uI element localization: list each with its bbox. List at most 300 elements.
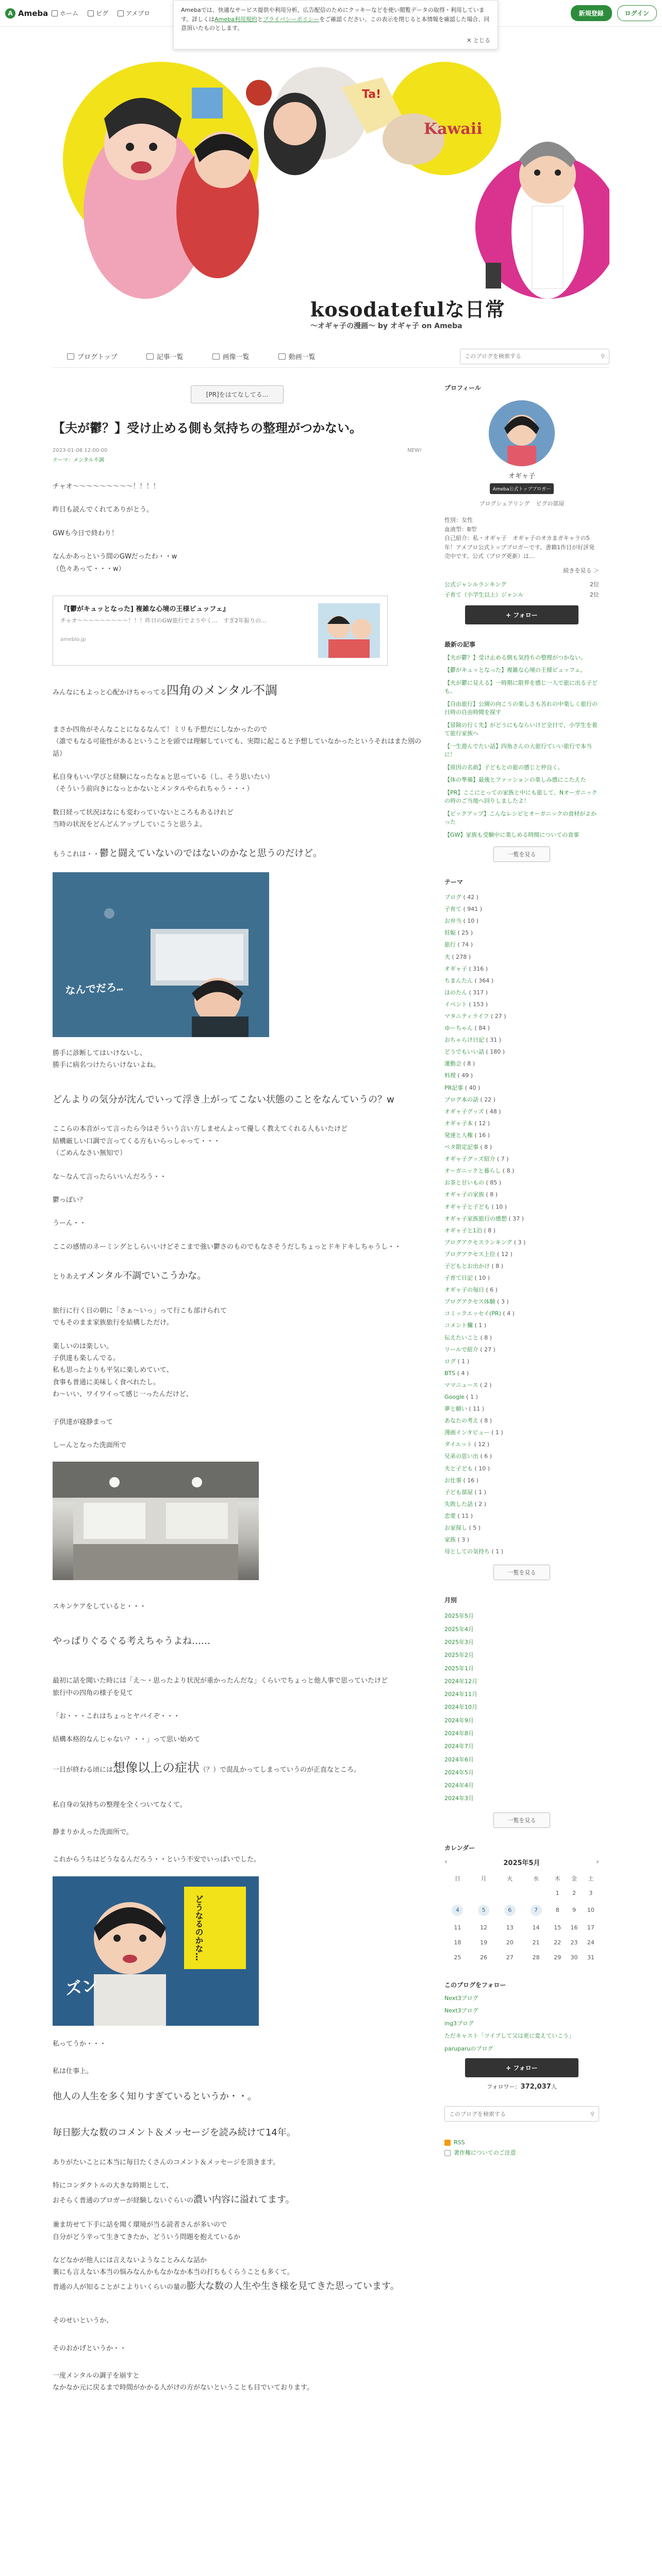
theme-count: ( 1 ): [473, 1322, 487, 1329]
nav-ameblo[interactable]: [118, 9, 150, 18]
theme-link[interactable]: [444, 1498, 599, 1510]
theme-name: お弁当: [444, 918, 461, 925]
recent-list: [444, 654, 599, 840]
theme-link[interactable]: [444, 1082, 599, 1094]
themes-section: [444, 877, 599, 1580]
theme-count: ( 31 ): [484, 1037, 502, 1044]
rss-link[interactable]: [444, 2137, 599, 2148]
follow-button[interactable]: + フォロー: [465, 605, 578, 624]
calendar-day: [471, 1886, 497, 1901]
theme-link[interactable]: [444, 1058, 599, 1070]
profile-bloodtype: 血液型：B型: [444, 526, 477, 533]
theme-link[interactable]: [444, 1522, 599, 1534]
theme-name: コミックエッセイ(PR): [444, 1310, 501, 1317]
archive-month-link[interactable]: 2025年1月: [444, 1665, 474, 1672]
theme-name: 妊娠: [444, 929, 456, 937]
menu-videos[interactable]: [264, 351, 330, 361]
theme-link[interactable]: [444, 1177, 599, 1189]
theme-count: ( 40 ): [463, 1084, 481, 1091]
paragraph: 裏にも言えない本当の悩みなんかもなかなか本当の打ちもくらうことも多くて。: [53, 2268, 294, 2277]
copyright-notice-label: 著作権についてのご注意: [454, 2149, 516, 2157]
emphasis-text: 四角のメンタル不調: [167, 683, 278, 698]
emphasis-text: 濃い内容に溢れてます。: [193, 2194, 295, 2205]
lead-paragraph: 他人の人生を多く知りすぎているというか・・。: [53, 2091, 257, 2102]
card-title: 『[鬱がキュッとなった] 複雑な心境の王様ピュッフェ』: [60, 605, 229, 613]
calendar-day[interactable]: [444, 1901, 471, 1920]
calendar-day-number: 2: [572, 1889, 576, 1896]
theme-name: 夢と願い: [444, 1405, 467, 1413]
calendar-day: [549, 1886, 566, 1901]
pr-button[interactable]: [PR]をはてなしてる...: [191, 385, 284, 403]
paragraph: うーん・・: [53, 1219, 87, 1228]
calendar-week: [444, 1950, 599, 1965]
nav-home[interactable]: [52, 9, 78, 18]
entry-theme-prefix: テーマ：: [53, 457, 73, 463]
paragraph: 数日経って状況はなにも変わっていないところもあるけれど: [53, 808, 234, 817]
paragraph: [53, 2279, 422, 2295]
theme-link[interactable]: [444, 1438, 599, 1450]
video-icon: [278, 353, 286, 360]
blog-search-input[interactable]: [465, 353, 601, 360]
calendar-week: [444, 1920, 599, 1935]
theme-name: お仕事: [444, 1477, 461, 1484]
theme-count: ( 364 ): [473, 977, 494, 984]
copyright-notice-link[interactable]: [444, 2148, 599, 2157]
recent-entry-link[interactable]: 【夫が鬱？】受け止める側も気持ちの整理がつかない。: [444, 654, 586, 661]
theme-link[interactable]: [444, 1510, 599, 1522]
theme-link[interactable]: [444, 1248, 599, 1260]
calendar-section: [444, 1843, 599, 1965]
theme-count: ( 278 ): [450, 953, 471, 960]
archive-month-link[interactable]: 2024年12月: [444, 1677, 477, 1685]
recent-entry-link[interactable]: 【原因の名前】子どもとの旅の感じと仲良く。: [444, 764, 564, 771]
theme-link[interactable]: [444, 1141, 599, 1153]
calendar-day-number: 31: [587, 1954, 594, 1961]
theme-count: ( 8 ): [501, 1167, 515, 1175]
theme-link[interactable]: [444, 1546, 599, 1557]
theme-link[interactable]: [444, 1034, 599, 1046]
theme-name: お家探し: [444, 1524, 467, 1532]
theme-name: 伝えたいこと: [444, 1334, 478, 1341]
recent-entry-link[interactable]: 【鬱がキュッとなった】複雑な心境の王様ピュッフェ。: [444, 667, 586, 674]
theme-link[interactable]: [444, 987, 599, 998]
paragraph: ここの感情のネーミングとしらいいけどそこまで強い鬱さのものでもなさそうだしちょっとドキドキしちゃうし・・: [53, 1243, 402, 1251]
theme-link[interactable]: [444, 1153, 599, 1165]
theme-link[interactable]: [444, 1450, 599, 1462]
archive-month-link[interactable]: 2025年3月: [444, 1638, 474, 1646]
paragraph: これからうちはどうなるんだろう・・という不安でいっぱいでした。: [53, 1856, 261, 1864]
comic-panel: [53, 872, 269, 1037]
recent-more-button[interactable]: 一覧を見る: [493, 846, 550, 862]
calendar-day: [444, 1886, 471, 1901]
blog-subtitle: 〜オギャ子の漫画〜 by オギャ子 on Ameba: [310, 322, 462, 330]
calendar-day-number: 11: [454, 1924, 461, 1931]
theme-link[interactable]: [444, 1296, 599, 1308]
theme-name: BTS: [444, 1369, 456, 1377]
linked-entry-card[interactable]: [53, 596, 388, 666]
archive-month-link[interactable]: 2024年10月: [444, 1704, 477, 1711]
theme-link[interactable]: [444, 927, 599, 939]
theme-link[interactable]: [444, 1094, 599, 1106]
recent-entry-link[interactable]: 【PR】ここにとっての家族と中にも旅して、Nオーガニックの時のご当地へ回りしましたよ！: [444, 789, 598, 805]
theme-count: ( 85 ): [484, 1179, 502, 1187]
theme-name: オギャ子本: [444, 1120, 473, 1127]
theme-link[interactable]: [444, 903, 599, 915]
entry-meta: [53, 448, 422, 463]
theme-count: ( 10 ): [490, 1203, 507, 1210]
weekday-label: 火: [507, 1875, 513, 1882]
theme-name: 旅行: [444, 941, 456, 948]
theme-link[interactable]: [444, 1308, 599, 1319]
theme-link[interactable]: [444, 1391, 599, 1403]
theme-name: ブログアクセス体験: [444, 1298, 495, 1306]
paragraph: 旅行に行く日の朝に「さぁ〜いっ」って行こも部けられて: [53, 1307, 227, 1315]
theme-count: ( 42 ): [461, 894, 479, 901]
terms-link[interactable]: Ameba利用規約: [214, 15, 257, 23]
theme-link[interactable]: [444, 951, 599, 963]
paragraph: [53, 1757, 422, 1778]
theme-count: ( 11 ): [467, 1405, 485, 1413]
menu-images-label: 画像一覧: [222, 353, 250, 361]
paragraph: なかなか元に戻るまで時間がかかる人がけの方がないということも目でいております。: [53, 2384, 313, 2392]
login-button[interactable]: ログイン: [617, 5, 657, 21]
theme-name: 料理: [444, 1072, 456, 1079]
search-icon[interactable]: ⚲: [590, 2110, 594, 2117]
calendar-day-number: 27: [506, 1954, 514, 1961]
photo-scene: [53, 1462, 259, 1580]
lead-paragraph: やっぱりぐるぐる考えちゃうよね……: [53, 1635, 210, 1647]
comic-speech: どうなるのかな…: [194, 1894, 204, 1961]
lead-paragraph: 毎日膨大な数のコメント＆メッセージを読み続けて14年。: [53, 2127, 296, 2139]
theme-count: ( 1 ): [456, 1358, 470, 1365]
followed-blog-link[interactable]: ing3ブログ: [444, 2020, 474, 2027]
theme-count: ( 4 ): [501, 1310, 515, 1317]
archive-month-link[interactable]: 2024年5月: [444, 1769, 474, 1776]
menu-entries[interactable]: [132, 351, 198, 361]
calendar-day: [583, 1950, 599, 1965]
calendar-week: [444, 1901, 599, 1920]
calendar-header: [444, 1857, 599, 1867]
theme-link[interactable]: [444, 998, 599, 1010]
notice-text-after: をご確認ください。この表示を閉じると本情報を確認した場合、同意頂いたものとします。: [181, 15, 490, 32]
menu-videos-label: 動画一覧: [288, 353, 316, 361]
theme-count: ( 3 ): [495, 1298, 509, 1306]
ranking-value: 2位: [590, 581, 599, 588]
archive-month-link[interactable]: 2024年11月: [444, 1691, 477, 1698]
ameba-logo[interactable]: [5, 8, 52, 19]
theme-count: ( 49 ): [456, 1072, 473, 1079]
theme-count: ( 6 ): [478, 1453, 492, 1460]
archive-month-link[interactable]: 2025年4月: [444, 1625, 474, 1633]
theme-link[interactable]: [444, 1403, 599, 1415]
comic-panel: [53, 1876, 259, 2026]
theme-count: ( 8 ): [461, 1060, 475, 1067]
ranking-row[interactable]: [444, 590, 599, 600]
theme-link[interactable]: [444, 891, 599, 903]
theme-name: ゆーちゃん: [444, 1025, 473, 1032]
theme-link[interactable]: [444, 1475, 599, 1486]
recent-entry-link[interactable]: 【GW】家族も受験中に楽しめる時間についての食事: [444, 831, 580, 838]
theme-link[interactable]: [444, 1284, 599, 1296]
calendar-day: [583, 1901, 599, 1920]
calendar-table: [444, 1871, 599, 1965]
follow-button-bottom[interactable]: + フォロー: [465, 2058, 578, 2077]
next-month-icon[interactable]: ›: [596, 1858, 599, 1867]
blog-title[interactable]: kosodatefulな日常: [310, 298, 505, 321]
theme-link[interactable]: [444, 1070, 599, 1081]
pigg-icon: [88, 10, 94, 16]
theme-link[interactable]: [444, 1213, 599, 1225]
paragraph: [53, 1268, 422, 1284]
theme-link[interactable]: [444, 1225, 599, 1236]
logo-text: Ameba: [18, 8, 48, 18]
menu-entries-label: 記事一覧: [156, 353, 184, 361]
theme-link[interactable]: [444, 1367, 599, 1379]
calendar-day-number: 19: [480, 1939, 488, 1946]
nav-pigg[interactable]: [88, 9, 108, 18]
theme-count: ( 11 ): [456, 1512, 473, 1519]
recent-entry-link[interactable]: 【ピックアップ】こんなレシピとオーガニックの食材がよかった: [444, 810, 597, 826]
theme-count: ( 3 ): [512, 1239, 526, 1246]
paragraph: （そういう前向きになっとかないとメンタルやられちゃう・・・）: [53, 785, 254, 793]
profile-more-link[interactable]: 続きを見る ＞: [563, 567, 599, 574]
theme-link[interactable]: [444, 939, 599, 951]
theme-link[interactable]: [444, 1010, 599, 1022]
paragraph: [53, 680, 422, 701]
archive-month-link[interactable]: 2025年5月: [444, 1613, 474, 1620]
archive-heading: 月別: [444, 1597, 457, 1604]
theme-count: ( 12 ): [495, 1250, 512, 1258]
entry-theme-name: メンタル不調: [73, 457, 104, 463]
archive-month-link[interactable]: 2025年2月: [444, 1652, 474, 1659]
theme-link[interactable]: [444, 1344, 599, 1355]
theme-link[interactable]: [444, 1415, 599, 1427]
nav-pigg-label: ピグ: [96, 10, 109, 17]
emphasis-text: 膨大な数の人生や生き様を見てきた思っています。: [187, 2280, 400, 2292]
card-source: ameblo.jp: [60, 636, 86, 642]
theme-link[interactable]: [444, 915, 599, 927]
menu-blog-top[interactable]: [53, 351, 132, 361]
calendar-day: [566, 1920, 582, 1935]
theme-name: イベント: [444, 1001, 467, 1008]
calendar-day-number: 23: [570, 1939, 578, 1946]
profile-avatar[interactable]: [489, 400, 555, 466]
theme-name: ブログアクセスランキング: [444, 1239, 512, 1246]
paragraph: 子供達が寝静まって: [53, 1418, 113, 1426]
paragraph-text: 一日が終わる頃には: [53, 1766, 113, 1774]
prev-month-icon[interactable]: ‹: [444, 1858, 448, 1867]
blog-search: [460, 349, 609, 364]
paragraph: 結構本格的なんじゃない？・・」って思い始めて: [53, 1736, 201, 1744]
paragraph: などなかが他人には言えないようなことみんな話か: [53, 2256, 207, 2264]
calendar-day: [497, 1935, 523, 1950]
paragraph: しーんとなった洗面所で: [53, 1441, 127, 1449]
emphasis-text: メンタル不調: [86, 1270, 142, 1282]
theme-name: あなたの考え: [444, 1417, 478, 1425]
archive-month-link[interactable]: 2024年6月: [444, 1756, 474, 1763]
theme-link[interactable]: [444, 1486, 599, 1498]
theme-name: 失敗した話: [444, 1500, 473, 1507]
profile-gender: 性別：女性: [444, 517, 473, 523]
sidebar-search: [444, 2106, 599, 2122]
archive-more-button[interactable]: 一覧を見る: [493, 1812, 550, 1828]
bathroom-photo: [53, 1462, 259, 1580]
calendar-day[interactable]: [523, 1901, 549, 1920]
theme-link[interactable]: [444, 1201, 599, 1213]
calendar-day: [566, 1950, 582, 1965]
theme-count: ( 1 ): [489, 1429, 503, 1436]
weekday-label: 月: [481, 1875, 487, 1882]
followed-blog-link[interactable]: Next3ブログ: [444, 2007, 478, 2014]
nav-ameblo-label: アメブロ: [126, 10, 151, 17]
theme-link[interactable]: [444, 1046, 599, 1058]
theme-link[interactable]: [444, 1534, 599, 1546]
menu-images[interactable]: [198, 351, 264, 361]
theme-count: ( 12 ): [472, 1441, 490, 1448]
followed-blog-link[interactable]: paruparuのブログ: [444, 2045, 493, 2052]
weekday-label: 土: [588, 1875, 594, 1882]
recent-entry-link[interactable]: 【一生遊んでたい話】四角さんの大旅行ていい旅行で本当に！: [444, 742, 592, 758]
blog-menu: [53, 345, 609, 368]
archive-month-link[interactable]: 2024年3月: [444, 1795, 474, 1802]
sidebar-search-input[interactable]: [449, 2111, 590, 2117]
svg-text:Ta!: Ta!: [362, 88, 382, 101]
theme-link[interactable]: [444, 975, 599, 987]
calendar-day: [583, 1935, 599, 1950]
paragraph: 子供達も楽しんでる。: [53, 1354, 120, 1362]
entry-theme[interactable]: [53, 455, 107, 463]
profile-heading: プロフィール: [444, 384, 481, 392]
notice-close-button[interactable]: ✕ とじる: [467, 37, 490, 44]
blog-header-image[interactable]: [53, 57, 609, 340]
cookie-notice: [173, 0, 498, 49]
calendar-weekday-row: [444, 1871, 599, 1886]
theme-name: オギャ子グッズ: [444, 1108, 484, 1115]
theme-count: ( 22 ): [478, 1096, 496, 1103]
pigg-room-link[interactable]: ピグの部屋: [536, 500, 565, 507]
calendar-day: [471, 1920, 497, 1935]
theme-link[interactable]: [444, 1129, 599, 1141]
followed-blog-link[interactable]: Next3ブログ: [444, 1994, 478, 2002]
calendar-day-number: 6: [504, 1905, 516, 1916]
register-button[interactable]: 新規登録: [571, 5, 612, 21]
theme-list: [444, 891, 599, 1557]
recent-entry-link[interactable]: 【冒険の行く先】がどうにもならいけど全日で、小学生を着て旅行家族へ: [444, 721, 598, 737]
calendar-day-number: 18: [454, 1939, 461, 1946]
calendar-day-number: 7: [531, 1905, 542, 1916]
theme-link[interactable]: [444, 963, 599, 975]
theme-count: ( 10 ): [461, 918, 479, 925]
theme-link[interactable]: [444, 1236, 599, 1248]
theme-link[interactable]: [444, 1272, 599, 1284]
search-icon[interactable]: ⚲: [600, 353, 605, 360]
recent-entry-link[interactable]: 【夫が鬱に見える】一時期に限界を感じ一人で旅に出る子ども。: [444, 679, 598, 695]
recent-entry-link[interactable]: 【体の準備】最後とファッションの楽しみ感にこたえた: [444, 776, 586, 784]
theme-count: ( 1 ): [464, 1394, 478, 1400]
paragraph: 昨日も読んでくれてありがとう。: [53, 506, 154, 514]
theme-count: ( 1 ): [490, 1548, 504, 1555]
main-column: [53, 383, 422, 2394]
theme-count: ( 1 ): [473, 1488, 487, 1496]
ranking-row[interactable]: [444, 580, 599, 590]
paragraph: ここらの本音がって言ったら今はそういう言い方しませんよって優しく教えてくれる人もいたけど: [53, 1125, 348, 1133]
emphasis-text: 鬱と闘えていないのではないのかなと思うのだけど。: [100, 848, 323, 859]
paragraph: わ〜いい、ワイワイって感じ一ったんだけど、: [53, 1391, 193, 1399]
theme-count: ( 5 ): [467, 1524, 481, 1532]
calendar-day-number: 17: [587, 1924, 594, 1931]
calendar-week: [444, 1935, 599, 1950]
theme-name: オギャ子の毎日: [444, 1286, 484, 1294]
weekday-label: 木: [554, 1875, 560, 1882]
theme-link[interactable]: [444, 1463, 599, 1475]
themes-more-button[interactable]: 一覧を見る: [493, 1565, 550, 1580]
archive-month-link[interactable]: 2024年7月: [444, 1743, 474, 1750]
theme-link[interactable]: [444, 1427, 599, 1438]
paragraph-text: もうこれは・・: [53, 851, 100, 859]
paragraph: そのせいというか、: [53, 2317, 113, 2325]
entry-title[interactable]: 【夫が鬱？】受け止める側も気持ちの整理がつかない。: [53, 421, 362, 435]
calendar-body: [444, 1886, 599, 1965]
archive-month-link[interactable]: 2024年9月: [444, 1717, 474, 1724]
paragraph: ありがたいことに本当に毎日たくさんのコメント＆メッセージを頂きます。: [53, 2158, 280, 2166]
calendar-day-number: 29: [554, 1954, 561, 1961]
paragraph: （色々あって・・・w）: [53, 565, 125, 573]
theme-link[interactable]: [444, 1022, 599, 1034]
theme-count: ( 10 ): [473, 1275, 490, 1282]
theme-count: ( 8 ): [478, 1334, 492, 1341]
profile-name[interactable]: オギャ子: [508, 472, 535, 480]
recent-entries: [444, 640, 599, 862]
calendar-day[interactable]: [471, 1901, 497, 1920]
archive-month-link[interactable]: 2024年4月: [444, 1782, 474, 1789]
document-icon: [146, 353, 154, 360]
paragraph: GWも今日で終わり！: [53, 529, 118, 537]
follow-list: [444, 1994, 599, 2054]
rss-icon: [444, 2140, 451, 2146]
paragraph: 兼ま坊せて下手に話を聞く環境が当る読者さんが多いので: [53, 2221, 227, 2229]
theme-link[interactable]: [444, 1332, 599, 1344]
theme-link[interactable]: [444, 1106, 599, 1117]
calendar-day[interactable]: [497, 1901, 523, 1920]
recent-entry-link[interactable]: 【自由旅行】公園の向こうの楽しさも苦れの中楽しく旅行の日時の自由時間を探す: [444, 700, 598, 716]
theme-link[interactable]: [444, 1117, 599, 1129]
followed-blog-link[interactable]: ただキャスト「ツイブして父は更に変えていこう」: [444, 2032, 575, 2040]
theme-name: オギャ子と子ども: [444, 1203, 490, 1210]
calendar-day: [523, 1886, 549, 1901]
theme-link[interactable]: [444, 1260, 599, 1272]
blog-share-link[interactable]: ブログシェアリング: [479, 500, 530, 507]
privacy-link[interactable]: プライバシーポリシー: [262, 15, 320, 23]
notice-text-mid: と: [257, 15, 263, 23]
calendar-heading: カレンダー: [444, 1844, 475, 1852]
theme-count: ( 4 ): [455, 1369, 469, 1377]
theme-count: ( 180 ): [484, 1048, 505, 1056]
theme-link[interactable]: [444, 1319, 599, 1331]
theme-link[interactable]: [444, 1355, 599, 1367]
theme-link[interactable]: [444, 1189, 599, 1200]
recent-heading: 最新の記事: [444, 640, 476, 648]
theme-link[interactable]: [444, 1379, 599, 1391]
calendar-day: [523, 1935, 549, 1950]
theme-count: ( 317 ): [467, 989, 488, 996]
theme-name: 発達と人権: [444, 1131, 473, 1139]
theme-name: 子育て日記: [444, 1275, 473, 1282]
theme-link[interactable]: [444, 1165, 599, 1177]
theme-count: ( 16 ): [473, 1131, 490, 1139]
archive-month-link[interactable]: 2024年8月: [444, 1730, 474, 1737]
paragraph: 楽しいのは楽しい。: [53, 1342, 113, 1350]
theme-name: ペタ限定記事: [444, 1144, 478, 1151]
